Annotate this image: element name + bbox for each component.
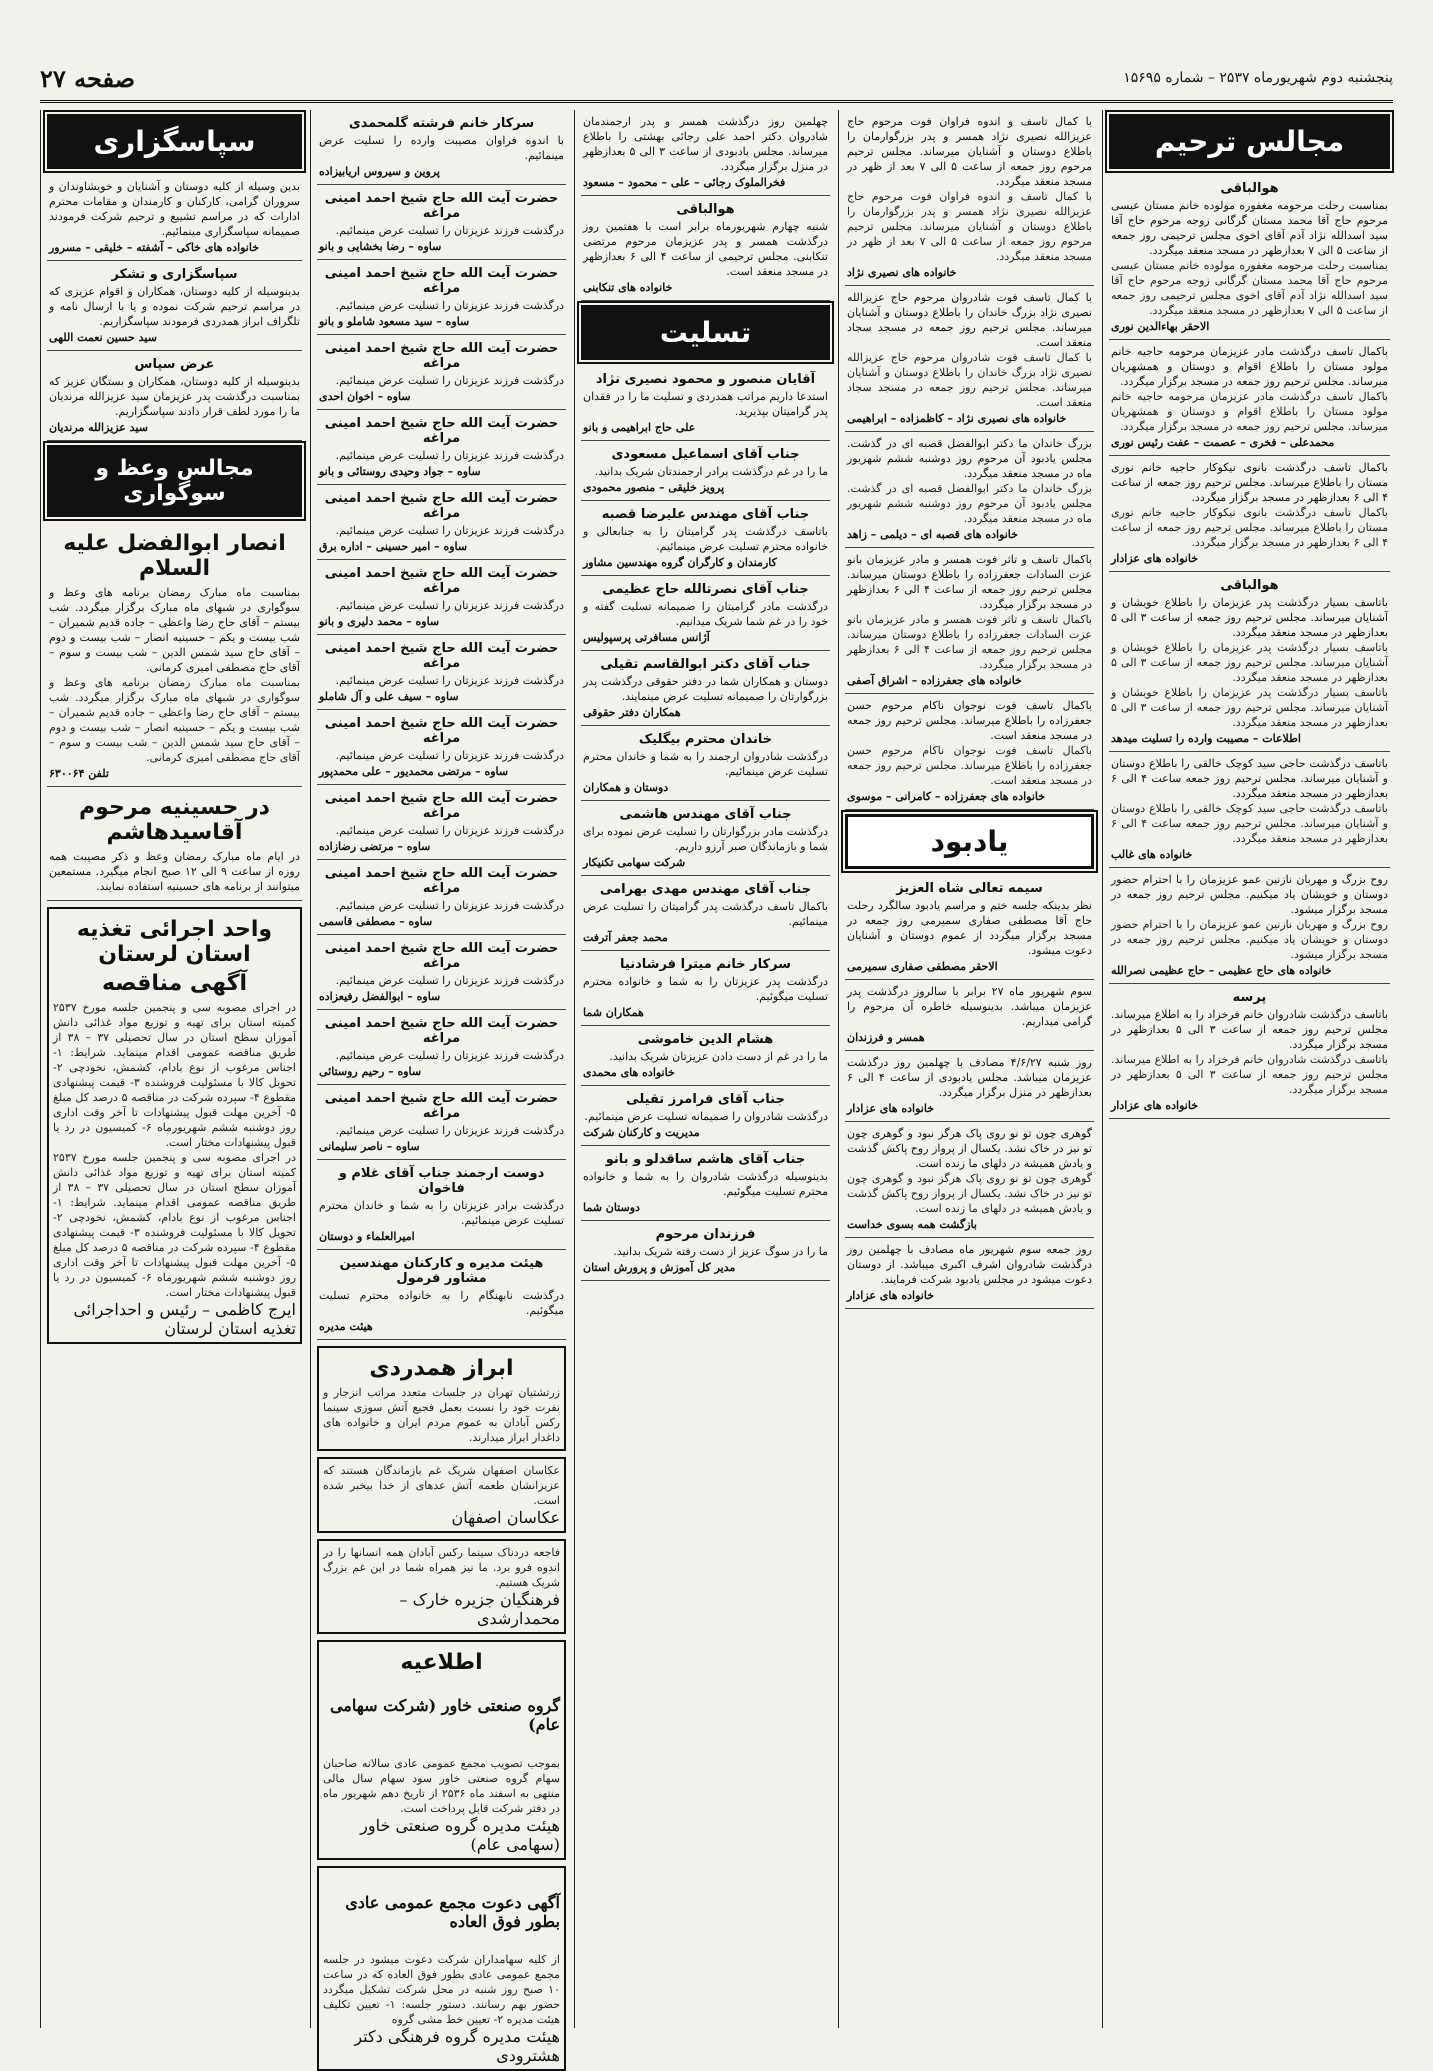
notice-title: حضرت آیت الله حاج شیخ احمد امینی مراغه [324, 1091, 559, 1121]
notice [317, 410, 566, 485]
notice-signature: پروین و سیروس اریابیزاده [319, 165, 440, 178]
notice-signature: خانواده های تنکابنی [583, 281, 673, 294]
notice-title: جناب آقای هاشم ساقدلو و بانو [605, 1152, 806, 1167]
notice-title: حضرت آیت الله حاج شیخ احمد امینی مراغه [324, 491, 559, 521]
notice-title: حضرت آیت الله حاج شیخ احمد امینی مراغه [324, 341, 559, 371]
section-header-majales-tarhim: مجالس ترحیم [1109, 114, 1390, 169]
notice-text: باکمال تاسف و تاثر فوت همسر و مادر عزیزمان بانو عزت السادات جعفرزاده را باطلاع دوستان میرساند. مجلس ترحیم روز جمعه از ساعت ۴ الی ۶ بعدازظهر در مسجد برگزار میگردد. [847, 613, 1093, 671]
notice-text: با کمال تاسف فوت شادروان مرحوم حاج عزیزالله نصیری نژاد بزرگ خاندان را باطلاع دوستان و آشنایان میرساند. مجلس ترحیم روز جمعه در مسجد سجاد منعقد است. [847, 291, 1092, 349]
notice-text: درگذشت پدر عزیزتان را به شما و خانواده محترم تسلیت میگوئیم. [583, 975, 828, 1003]
notice [845, 432, 1094, 548]
notice-signature: ساوه – سید مسعود شاملو و بانو [319, 315, 470, 328]
notice [581, 576, 830, 651]
notice-signature: الاحقر مصطفی صفاری سمیرمی [847, 960, 998, 973]
notice [1109, 752, 1390, 868]
notice-text: درگذشت فرزند عزیزتان را تسلیت عرض مینمائیم. [335, 899, 564, 912]
notice-title: سپاسگزاری و تشکر [111, 267, 238, 282]
notice-text: درگذشت مادر بزرگوارتان را تسلیت عرض نموده برای شما و بازماندگان صبر آرزو داریم. [583, 825, 828, 853]
notice [845, 1122, 1094, 1238]
notice-text: درگذشت فرزند عزیزتان را تسلیت عرض مینمائیم. [335, 674, 564, 687]
masthead [40, 62, 1393, 103]
notice-signature: ساوه – ابوالفضل رفیعزاده [319, 990, 441, 1003]
notice-signature: ساوه – رضا بخشایی و بانو [319, 240, 442, 253]
ad-box [317, 1539, 566, 1634]
notice-text: درگذشت فرزند عزیزتان را تسلیت عرض مینمائیم. [335, 449, 564, 462]
notice [1109, 572, 1390, 752]
ad-signature: هیئت مدیره گروه صنعتی خاور (سهامی عام) [360, 1815, 560, 1854]
notice [1109, 984, 1390, 1119]
section-header-vaaz: مجالس وعظ و سوگواری [47, 445, 302, 517]
notice [317, 260, 566, 335]
notice-text: با اندوه فراوان مصیبت وارده را تسلیت عرض مینمائیم. [319, 134, 564, 162]
notice-text: باتاسف درگذشت پدر گرامیتان را به جنابعالی و خانواده محترم تسلیت عرض مینمائیم. [583, 525, 828, 553]
notice-text: چهلمین روز درگذشت همسر و پدر ارجمندمان شادروان دکتر احمد علی رجائی بهشتی را باطلاع میرساند. مجلس یادبودی از ساعت ۳ الی ۵ بعدازظهر در منزل برگزار میگردد. [583, 115, 829, 173]
notice [581, 876, 830, 951]
notice-signature: خانواده های محمدی [583, 1066, 675, 1079]
tender-ad [47, 907, 302, 1344]
notice-title: جناب آقای مهندس هاشمی [619, 807, 792, 822]
notice-text: درگذشت نابهنگام را به خانواده محترم تسلیت میگوئیم. [319, 1289, 564, 1317]
notice-title: جناب آقای مهندس علیرضا قصبه [601, 507, 810, 522]
ad-box [317, 1346, 566, 1451]
notice-text: استدعا داریم مراتب همدردی و تسلیت ما را در فقدان پدر گرامیتان بپذیرید. [583, 390, 828, 418]
notice-text: بدین وسیله از کلیه دوستان و آشنایان و خویشاوندان و سروران گرامی، کارکنان و کارمندان و مقامات محترم ادارات که در مراسم تشییع و ترحیم شرکت فرمودند صمیمانه سپاسگزاری مینمائیم. [49, 180, 300, 238]
notice-title: جناب آقای فرامرز تقیلی [626, 1092, 785, 1107]
notice-title: جناب آقای مهندس مهدی بهرامی [599, 882, 812, 897]
ad-signature: عکاسان اصفهان [451, 1508, 560, 1527]
column-5 [40, 110, 308, 2028]
notice-signature: ساوه – مصطفی قاسمی [319, 915, 433, 928]
notice [845, 548, 1094, 694]
notice-text: در ایام ماه مبارک رمضان وعظ و ذکر مصیبت همه روزه از ساعت ۹ الی ۱۲ صبح انجام میگیرد. مستمعین میتوانند از برنامه های حسینیه استفاده نمایند. [49, 850, 300, 893]
notice-text: بمناسبت رحلت مرحومه مغفوره مولوده خانم مستان عیسی مرحوم حاج آقا محمد مستان گرگانی زوجه مرحوم حاج آقا سید اسدالله نژاد آدم آقای اخوی مجلس ترحیمی روز جمعه از ساعت ۵ الی ۷ بعدازظهر در مسجد منعقد میگردد. [1111, 259, 1388, 317]
notice-signature: ساوه – ناصر سلیمانی [319, 1140, 420, 1153]
notice [317, 1085, 566, 1160]
issue-line: پنجشنبه دوم شهریورماه ۲۵۳۷ – شماره ۱۵۶۹۵ [1123, 70, 1393, 86]
notice-title: هشام الدین خاموشی [637, 1032, 774, 1047]
notice-signature: سید عزیزالله مرندیان [49, 421, 148, 434]
notice-text: باکمال تاسف درگذشت بانوی نیکوکار حاجیه خانم نوری مستان را باطلاع میرساند. مجلس ترحیم روز جمعه از ساعت ۴ الی ۶ بعدازظهر در مسجد برگزار میگردد. [1111, 461, 1388, 504]
notice-title: آقایان منصور و محمود نصیری نژاد [595, 372, 816, 387]
notice [845, 110, 1094, 286]
notice-title: حضرت آیت الله حاج شیخ احمد امینی مراغه [324, 1016, 559, 1046]
notice-signature: همسر و فرزندان [847, 1031, 925, 1044]
notice-signature: ساوه – مرتضی رضازاده [319, 840, 431, 853]
notice-signature: ساوه – سیف علی و آل شاملو [319, 690, 459, 703]
notice [317, 635, 566, 710]
notice-title: فرزندان مرحوم [655, 1227, 756, 1242]
notice-text: درگذشت فرزند عزیزتان را تسلیت عرض مینمائیم. [335, 299, 564, 312]
notice [317, 710, 566, 785]
notice [581, 366, 830, 441]
notice [1109, 340, 1390, 456]
notice-text: درگذشت برادر عزیزتان را به شما و خاندان محترم تسلیت عرض مینمائیم. [319, 1199, 564, 1227]
notice-signature: دوستان و همکاران [583, 781, 669, 794]
notice-signature: الاحقر بهاءالدین نوری [1111, 320, 1210, 333]
tender-text: در اجرای مصوبه سی و پنجمین جلسه مورخ ۲۵۳۷ کمیته استان برای تهیه و توزیع مواد غذائی دانش آموزان سطح استان در سال تحصیلی ۳۷ – ۳۸ از طریق مناقصه عمومی اقدام مینماید. شرایط: ۱- اجناس مرغوب از نوع بادام، کشمش، نخودچی ۲- تحویل کالا با مسئولیت فروشنده ۳- قیمت پیشنهادی مقطوع ۴- سپرده شرکت در مناقصه ۵ درصد کل مبلغ ۵- آخرین مهلت قبول پیشنهادات تا آخر وقت اداری روز دوشنبه ششم شهریورماه ۶- کمیسیون در رد یا قبول پیشنهادات مختار است. [53, 1001, 297, 1149]
notice-signature: ساوه – امیر حسینی – اداره برق [319, 540, 468, 553]
notice [581, 726, 830, 801]
section-header-sepasgozari: سپاسگزاری [47, 114, 302, 169]
column-2 [838, 110, 1100, 2028]
notice-title: حضرت آیت الله حاج شیخ احمد امینی مراغه [324, 191, 559, 221]
notice-text: شنبه چهارم شهریورماه برابر است با هفتمین روز درگذشت همسر و پدر عزیزمان مرحوم مرتضی تنکابنی. مجلس ترحیمی از ساعت ۴ الی ۶ بعدازظهر در مسجد منعقد است. [583, 220, 828, 278]
ad-title: اطلاعیه [400, 1650, 483, 1675]
notice-title: حضرت آیت الله حاج شیخ احمد امینی مراغه [324, 416, 559, 446]
notice-text: سوم شهریور ماه ۲۷ برابر با سالروز درگذشت پدر عزیزمان میباشد. بدینوسیله خاطره آن مرحوم را گرامی میداریم. [847, 985, 1092, 1028]
ad-subtitle: گروه صنعتی خاور (شرکت سهامی عام) [329, 1696, 560, 1735]
notice-title: جناب آقای اسماعیل مسعودی [611, 447, 800, 462]
notice [317, 110, 566, 185]
notice-signature: همکاران شما [583, 1006, 644, 1019]
notice-text: با کمال تاسف فوت شادروان مرحوم حاج عزیزالله نصیری نژاد بزرگ خاندان را باطلاع دوستان و آشنایان میرساند. مجلس ترحیم روز جمعه در مسجد سجاد منعقد است. [847, 351, 1092, 409]
notice [47, 261, 302, 351]
notice-signature: علی حاج ابراهیمی و بانو [583, 421, 696, 434]
notice [581, 196, 830, 301]
notice-text: درگذشت فرزند عزیزتان را تسلیت عرض مینمائیم. [335, 524, 564, 537]
notice-text: روز شنبه ۴/۶/۲۷ مصادف با چهلمین روز درگذشت عزیزمان میباشد. مجلس یادبودی از ساعت ۴ الی ۶ بعدازظهر در منزل برگزار میگردد. [847, 1056, 1092, 1099]
notice-text: درگذشت فرزند عزیزتان را تسلیت عرض مینمائیم. [335, 599, 564, 612]
notice [581, 441, 830, 501]
notice-text: درگذشت شادروان ارجمند را به شما و خاندان محترم تسلیت عرض مینمائیم. [583, 750, 828, 778]
notice-signature: خانواده های قصبه ای – دیلمی – زاهد [847, 528, 1018, 541]
notice-title: عرض سپاس [134, 357, 215, 372]
notice-text: درگذشت فرزند عزیزتان را تسلیت عرض مینمائیم. [335, 224, 564, 237]
notice-title: هیئت مدیره و کارکنان مهندسین مشاور فرمول [339, 1256, 544, 1286]
ad-signature: هیئت مدیره گروه فرهنگی دکتر هشترودی [354, 2027, 560, 2066]
ad-text: از کلیه سهامداران شرکت دعوت میشود در جلسه مجمع عمومی عادی بطور فوق العاده که در ساعت ۱۰ صبح روز شنبه در محل شرکت تشکیل میگردد حضور بهم رسانند. دستور جلسه: ۱- تعیین تکلیف هیئت مدیره ۲- تعیین خط مشی گروه [323, 1953, 561, 2027]
notice-text: بمناسبت رحلت مرحومه مغفوره مولوده خانم مستان عیسی مرحوم حاج آقا محمد مستان گرگانی زوجه مرحوم حاج آقا سید اسدالله نژاد آدم آقای اخوی مجلس ترحیمی روز جمعه از ساعت ۵ الی ۷ بعدازظهر در مسجد منعقد میگردد. [1111, 199, 1388, 257]
notice-signature: بازگشت همه بسوی خداست [847, 1218, 977, 1231]
notice-text: باکمال تاسف درگذشت پدر گرامیتان را تسلیت عرض مینمائیم. [583, 900, 828, 928]
notice-title: جناب آقای نصرتالله حاج عظیمی [602, 582, 809, 597]
ad-text: فاجعه دردناک سینما رکس آبادان همه انسانها را در اندوه فرو برد. ما نیز همراه شما در این غم بزرگ شریک هستیم. [323, 1546, 560, 1589]
ad-box [317, 1640, 566, 1860]
notice-text: درگذشت فرزند عزیزتان را تسلیت عرض مینمائیم. [335, 749, 564, 762]
notice-text: بزرگ خاندان ما دکتر ابوالفضل قصبه ای در گذشت. مجلس یادبود آن مرحوم روز دوشنبه ششم شهریور ماه در مسجد منعقد میگردد. [847, 482, 1092, 525]
notice-title: حضرت آیت الله حاج شیخ احمد امینی مراغه [324, 641, 559, 671]
column-3 [574, 110, 836, 2028]
notice-title: جناب آقای دکتر ابوالقاسم تقیلی [600, 657, 811, 672]
notice [317, 185, 566, 260]
notice-text: باتاسف بسیار درگذشت پدر عزیزمان را باطلاع خویشان و آشنایان میرساند. مجلس ترحیم روز جمعه از ساعت ۳ الی ۵ بعدازظهر در مسجد منعقد میگردد. [1111, 641, 1388, 684]
page-number: صفحه ۲۷ [40, 64, 136, 93]
notice-title: حضرت آیت الله حاج شیخ احمد امینی مراغه [324, 716, 559, 746]
notice [317, 335, 566, 410]
notice-signature: خانواده های جعفرزاده – اشراق آصفی [847, 674, 1022, 687]
notice-signature: خانواده های عزادار [1111, 1099, 1198, 1112]
notice [581, 501, 830, 576]
notice-title: پرسه [1232, 990, 1267, 1005]
notice-title: در حسینیه مرحوم آقاسیدهاشم [79, 795, 270, 845]
ad-text: بموجب تصویب مجمع عمومی عادی سالانه صاحبان سهام گروه صنعتی خاور سود سهام سال مالی منتهی به اسفند ماه ۲۵۳۶ از تاریخ دهم شهریور ماه در دفتر شرکت قابل پرداخت است. [323, 1756, 561, 1815]
section-header-tasliyat: تسلیت [581, 305, 830, 360]
notice [47, 175, 302, 261]
notice [317, 485, 566, 560]
notice-signature: فخرالملوک رجائی – علی – محمود – مسعود [583, 176, 786, 189]
notice-signature: خانواده های غالب [1111, 848, 1193, 861]
notice-signature: ساوه – مرتضی محمدیور – علی محمدپور [319, 765, 509, 778]
notice-text: گوهری چون تو نو روی پاک هرگز نبود و گوهری چون تو نیز در خاک نشد. یکسال از پرواز روح پاکش گذشت و یادش همیشه در دلهای ما زنده است. [847, 1172, 1092, 1215]
notice-signature: خانواده های نصیری نژاد [847, 266, 957, 279]
notice-text: نظر بدینکه جلسه ختم و مراسم یادبود سالگرد رحلت حاج آقا مصطفی صفاری سمیرمی روز جمعه در مسجد برگزار میگردد از عموم دوستان و آشنایان دعوت میشود. [847, 899, 1092, 957]
ad-title: ابراز همدردی [369, 1356, 514, 1381]
notice-text: باتاسف بسیار درگذشت پدر عزیزمان را باطلاع خویشان و آشنایان میرساند. مجلس ترحیم روز جمعه از ساعت ۳ الی ۵ بعدازظهر در مسجد منعقد میگردد. [1111, 596, 1388, 639]
notice [581, 951, 830, 1026]
notice [317, 860, 566, 935]
tender-title: واحد اجرائی تغذیه استان لرستان [76, 917, 273, 967]
notice [845, 1238, 1094, 1309]
notice-text: دوستان و همکاران شما در دفتر حقوقی درگذشت پدر بزرگوارتان را صمیمانه تسلیت عرض مینمایند. [583, 675, 828, 703]
notice [317, 560, 566, 635]
notice-text: بدینوسیله درگذشت شادروان را به شما و خانواده محترم تسلیت میگوئیم. [583, 1170, 828, 1198]
notice-signature: پرویز خلیقی – منصور محمودی [583, 481, 725, 494]
notice [47, 523, 302, 787]
notice-signature: محمد جعفر آترفت [583, 931, 668, 944]
ad-box [317, 1457, 566, 1533]
notice-title: سرکار خانم میترا فرشادنیا [620, 957, 791, 972]
notice-text: با کمال تاسف و اندوه فراوان فوت مرحوم حاج عزیزالله نصیری نژاد همسر و پدر بزرگوارمان را باطلاع دوستان و آشنایان میرساند. مجلس ترحیم مرحوم روز جمعه از ساعت ۵ الی ۷ بعد از ظهر در مسجد منعقد میگردد. [847, 115, 1092, 188]
notice-signature: مدیریت و کارکنان شرکت [583, 1126, 700, 1139]
notice-signature: ساوه – اخوان احدی [319, 390, 411, 403]
notice-text: بزرگ خاندان ما دکتر ابوالفضل قصبه ای در گذشت. مجلس یادبود آن مرحوم روز دوشنبه ششم شهریور ماه در مسجد منعقد میگردد. [847, 437, 1092, 480]
notice-text: بدینوسیله از کلیه دوستان، همکاران و اقوام عزیزی که در مراسم ترحیم شرکت نموده و یا با ارسال نامه و تلگراف ابراز همدردی فرمودند سپاسگزاریم. [49, 285, 300, 328]
notice [581, 1086, 830, 1146]
notice-signature: سید حسین نعمت اللهی [49, 331, 157, 344]
ad-text: عکاسان اصفهان شریک غم بازماندگان هستند که عزیزانشان طعمه آتش عدهای از خدا بیخبر شده است. [323, 1464, 560, 1507]
notice [47, 351, 302, 441]
tender-subtitle: آگهی مناقصه [101, 971, 248, 996]
notice [317, 1160, 566, 1250]
notice-signature: آژانس مسافرتی پرسپولیس [583, 631, 710, 644]
notice-title: سیمه تعالی شاه العزیز [896, 881, 1043, 896]
ad-box [317, 1866, 566, 2071]
notice-text: روز جمعه سوم شهریور ماه مصادف با چهلمین روز درگذشت شادروان اشرف اکبری میباشد. از دوستان دعوت میشود در مجلس یادبود شرکت فرمایند. [847, 1243, 1092, 1286]
notice-text: درگذشت مادر گرامیتان را صمیمانه تسلیت گفته و خود را در غم شما شریک میدانیم. [583, 600, 828, 628]
notice-text: باتاسف درگذشت شادروان خانم فرخزاد را به اطلاع میرساند. مجلس ترحیم روز جمعه از ساعت ۳ الی ۵ بعدازظهر در مسجد برگزار میگردد. [1111, 1008, 1389, 1051]
notice-title: دوست ارجمند جناب آقای غلام و فاخوان [338, 1166, 545, 1196]
notice [581, 1221, 830, 1281]
notice-text: باتاسف بسیار درگذشت پدر عزیزمان را باطلاع خویشان و آشنایان میرساند. مجلس ترحیم روز جمعه از ساعت ۳ الی ۵ بعدازظهر در مسجد منعقد میگردد. [1111, 686, 1388, 729]
notice-title: حضرت آیت الله حاج شیخ احمد امینی مراغه [324, 791, 559, 821]
notice-signature: خانواده های جعفرزاده – کامرانی – موسوی [847, 790, 1046, 803]
notice [581, 651, 830, 726]
notice-text: ما را در غم درگذشت برادر ارجمندتان شریک بدانید. [594, 465, 828, 478]
notice-signature: خانواده های عزادار [847, 1102, 934, 1115]
notice-title: هوالباقی [1220, 181, 1279, 196]
notice-text: باکمال تاسف درگذشت بانوی نیکوکار حاجیه خانم نوری مستان را باطلاع میرساند. مجلس ترحیم روز جمعه از ساعت ۴ الی ۶ بعدازظهر در مسجد برگزار میگردد. [1111, 506, 1388, 549]
notice [1109, 868, 1390, 984]
notice-title: انصار ابوالفضل علیه السلام [63, 531, 286, 581]
notice-text: با کمال تاسف و اندوه فراوان فوت مرحوم حاج عزیزالله نصیری نژاد همسر و پدر بزرگوارمان را باطلاع دوستان و آشنایان میرساند. مجلس ترحیم مرحوم روز جمعه از ساعت ۵ الی ۷ بعد از ظهر در مسجد منعقد میگردد. [847, 190, 1092, 263]
notice-text: درگذشت فرزند عزیزتان را تسلیت عرض مینمائیم. [335, 1124, 564, 1137]
notice [317, 1010, 566, 1085]
notice-title: سرکار خانم فرشته گلمحمدی [348, 116, 535, 131]
notice-signature: ساوه – محمد دلیری و بانو [319, 615, 440, 628]
notice [845, 286, 1094, 432]
notice-text: باکمال تاسف درگذشت مادر عزیزمان مرحومه حاجیه خانم مولود مستان را باطلاع اقوام و دوستان و همشهریان میرساند. مجلس ترحیم روز جمعه در مسجد برگزار میگردد. [1111, 390, 1388, 433]
notice-text: درگذشت فرزند عزیزتان را تسلیت عرض مینمائیم. [335, 824, 564, 837]
notice-signature: محمدعلی – فخری – عصمت – عفت رئیس نوری [1111, 436, 1335, 449]
notice-signature: خانواده های عزادار [847, 1289, 934, 1302]
notice [1109, 175, 1390, 340]
notice-signature: خانواده های خاکی – آشفته – خلیقی – مسرور [49, 241, 260, 254]
notice-text: درگذشت فرزند عزیزتان را تسلیت عرض مینمائیم. [335, 1049, 564, 1062]
notice-text: روح بزرگ و مهربان نازنین عمو عزیزمان را با احترام حضور دوستان و خویشان یاد میکنیم. مجلس ترحیم روز جمعه در مسجد برگزار میشود. [1111, 918, 1388, 961]
notice [317, 935, 566, 1010]
notice-text: باتاسف درگذشت حاجی سید کوچک خالقی را باطلاع دوستان و آشنایان میرساند. مجلس ترحیم روز جمعه ساعت ۴ الی ۶ بعدازظهر در مسجد منعقد میگردد. [1111, 802, 1388, 845]
notice-title: حضرت آیت الله حاج شیخ احمد امینی مراغه [324, 941, 559, 971]
notice [845, 875, 1094, 980]
notice-signature: امیرالعلماء و دوستان [319, 1230, 415, 1243]
tender-signature: ایرج کاظمی – رئیس و احداجرائی تغذیه استان لرستان [73, 1300, 296, 1338]
notice-title: حضرت آیت الله حاج شیخ احمد امینی مراغه [324, 866, 559, 896]
notice-signature: مدیر کل آموزش و پرورش استان [583, 1261, 736, 1274]
notice [845, 980, 1094, 1051]
notice [47, 787, 302, 901]
notice-signature: شرکت سهامی تکنیکار [583, 856, 686, 869]
notice-title: حضرت آیت الله حاج شیخ احمد امینی مراغه [324, 266, 559, 296]
notice-signature: همکاران دفتر حقوقی [583, 706, 681, 719]
notice-text: باکمال تاسف و تاثر فوت همسر و مادر عزیزمان بانو عزت السادات جعفرزاده را باطلاع دوستان میرساند. مجلس ترحیم روز جمعه از ساعت ۴ الی ۶ بعدازظهر در مسجد برگزار میگردد. [847, 553, 1093, 611]
notice [581, 801, 830, 876]
ad-signature: فرهنگیان جزیره خارک – محمدارشدی [399, 1590, 560, 1628]
notice-signature: تلفن ۶۳۰۰۶۴ [49, 767, 109, 780]
notice-text: ما را در غم از دست دادن عزیزتان شریک بدانید. [609, 1050, 828, 1063]
notice-title: هوالباقی [676, 202, 735, 217]
tender-text: در اجرای مصوبه سی و پنجمین جلسه مورخ ۲۵۳۷ کمیته استان برای تهیه و توزیع مواد غذائی دانش آموزان سطح استان در سال تحصیلی ۳۷ – ۳۸ از طریق مناقصه عمومی اقدام مینماید. شرایط: ۱- اجناس مرغوب از نوع بادام، کشمش، نخودچی ۲- تحویل کالا با مسئولیت فروشنده ۳- قیمت پیشنهادی مقطوع ۴- سپرده شرکت در مناقصه ۵ درصد کل مبلغ ۵- آخرین مهلت قبول پیشنهادات تا آخر وقت اداری روز دوشنبه ششم شهریورماه ۶- کمیسیون در رد یا قبول پیشنهادات مختار است. [53, 1151, 297, 1299]
section-header-yadbood: یادبود [845, 814, 1094, 869]
notice-title: خاندان محترم بیگلیک [638, 732, 773, 747]
notice-text: باکمال تاسف فوت نوجوان ناکام مرحوم حسن جعفرزاده را باطلاع میرساند. مجلس ترحیم روز جمعه در مسجد منعقد است. [847, 744, 1092, 787]
notice [581, 1026, 830, 1086]
notice-signature: هیئت مدیره [319, 1320, 373, 1333]
notice-text: باکمال تاسف درگذشت مادر عزیزمان مرحومه حاجیه خانم مولود مستان را باطلاع اقوام و دوستان و همشهریان میرساند. مجلس ترحیم روز جمعه در مسجد برگزار میگردد. [1111, 345, 1388, 388]
notice-text: باکمال تاسف فوت نوجوان ناکام مرحوم حسن جعفرزاده را باطلاع میرساند. مجلس ترحیم روز جمعه در مسجد منعقد است. [847, 699, 1092, 742]
ad-text: زرتشتیان تهران در جلسات متعدد مراتب انزجار و نفرت خود را نسبت بعمل فجیع آتش سوزی سینما رکس آبادان به عموم مردم ایران و خانواده های داغدار ابراز میدارند. [323, 1386, 560, 1444]
notice [1109, 456, 1390, 572]
notice-text: بمناسبت ماه مبارک رمضان برنامه های وعظ و سوگواری در شبهای ماه مبارک برگزار میگردد. شب بیستم – آقای حاج رضا واعظی – جاده قدیم شمیران – شب بیست و یکم – حسینیه انصار – شب بیست و دوم – آقای حاج سید شمس الدین – شب بیست و سوم – آقای حاج مصطفی امیری کرمانی. [49, 676, 300, 764]
notice-signature: خانواده های حاج عظیمی – حاج عظیمی نصرالله [1111, 964, 1332, 977]
notice [581, 110, 830, 196]
notice [845, 1051, 1094, 1122]
ad-title: آگهی دعوت مجمع عمومی عادی بطور فوق العاده [345, 1892, 560, 1931]
notice-signature: خانواده های نصیری نژاد – کاظمزاده – ابراهیمی [847, 412, 1067, 425]
notice-signature: ساوه – رحیم روستائی [319, 1065, 422, 1078]
column-1 [1102, 110, 1396, 2028]
notice-text: درگذشت شادروان را صمیمانه تسلیت عرض مینمائیم. [584, 1110, 828, 1123]
notice-signature: کارمندان و کارگران گروه مهندسین مشاور [583, 556, 777, 569]
notice [845, 694, 1094, 810]
notice [317, 1250, 566, 1340]
notice-text: بمناسبت ماه مبارک رمضان برنامه های وعظ و سوگواری در شبهای ماه مبارک برگزار میگردد. شب بیستم – آقای حاج رضا واعظی – جاده قدیم شمیران – شب بیست و یکم – حسینیه انصار – شب بیست و دوم – آقای حاج سید شمس الدین – شب بیست و سوم – آقای حاج مصطفی امیری کرمانی. [49, 586, 300, 674]
notice-text: درگذشت فرزند عزیزتان را تسلیت عرض مینمائیم. [335, 374, 564, 387]
notice-text: باتاسف درگذشت شادروان خانم فرخزاد را به اطلاع میرساند. مجلس ترحیم روز جمعه از ساعت ۳ الی ۵ بعدازظهر در مسجد برگزار میگردد. [1111, 1053, 1389, 1096]
notice-text: گوهری چون تو نو روی پاک هرگز نبود و گوهری چون تو نیز در خاک نشد. یکسال از پرواز روح پاکش گذشت و یادش همیشه در دلهای ما زنده است. [847, 1127, 1092, 1170]
notice [317, 785, 566, 860]
notice-text: ما را در سوگ عزیز از دست رفته شریک بدانید. [613, 1245, 828, 1258]
notice-text: روح بزرگ و مهربان نازنین عمو عزیزمان را با احترام حضور دوستان و خویشان یاد میکنیم. مجلس ترحیم روز جمعه در مسجد برگزار میشود. [1111, 873, 1388, 916]
notice-title: حضرت آیت الله حاج شیخ احمد امینی مراغه [324, 566, 559, 596]
notice-text: درگذشت فرزند عزیزتان را تسلیت عرض مینمائیم. [335, 974, 564, 987]
notice-text: باتاسف درگذشت حاجی سید کوچک خالقی را باطلاع دوستان و آشنایان میرساند. مجلس ترحیم روز جمعه ساعت ۴ الی ۶ بعدازظهر در مسجد منعقد میگردد. [1111, 757, 1388, 800]
notice-text: بدینوسیله از کلیه دوستان، همکاران و بستگان عزیز که بمناسبت درگذشت پدر عزیزمان سید عزیزالله مرندیان ما را مورد لطف قرار دادند سپاسگزاریم. [49, 375, 300, 418]
notice-signature: دوستان شما [583, 1201, 640, 1214]
notice-signature: ساوه – جواد وحیدی روستائی و بانو [319, 465, 481, 478]
column-4 [310, 110, 572, 2066]
notice-signature: اطلاعات – مصیبت وارده را تسلیت میدهد [1111, 732, 1301, 745]
notice-title: هوالباقی [1220, 578, 1279, 593]
notice [581, 1146, 830, 1221]
notice-signature: خانواده های عزادار [1111, 552, 1198, 565]
